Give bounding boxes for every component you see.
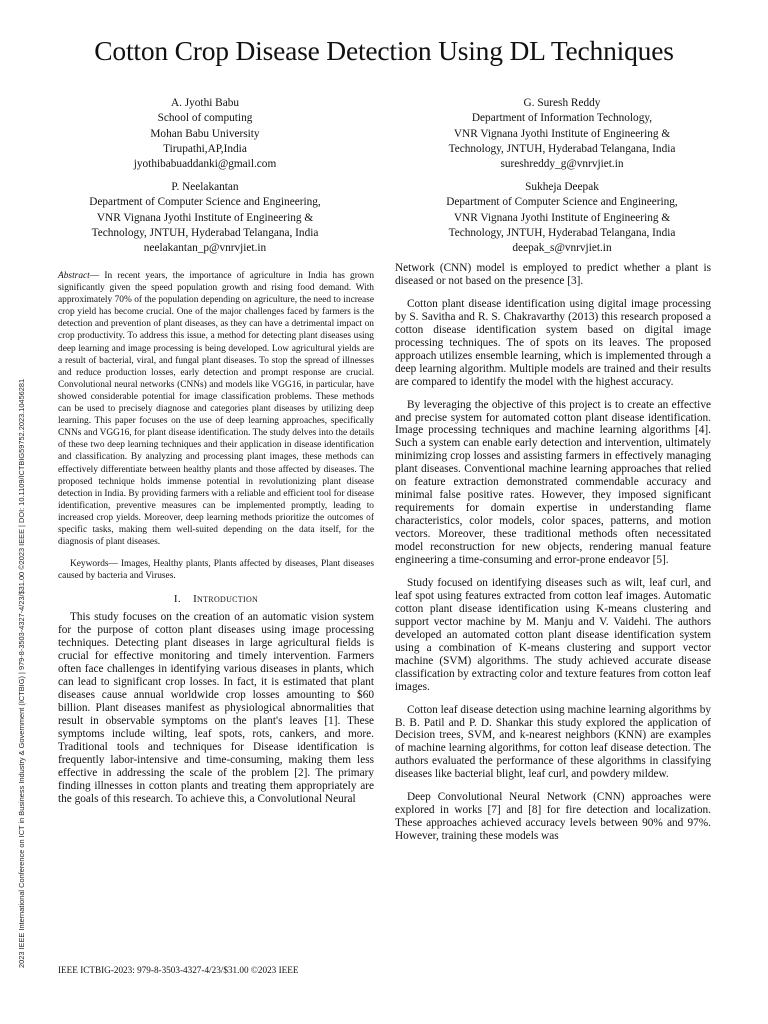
author-affiliation: Department of Information Technology, xyxy=(471,112,653,125)
author-block xyxy=(397,96,727,172)
author-name: G. Suresh Reddy xyxy=(523,97,601,109)
section-heading xyxy=(58,593,374,605)
author-affiliation: VNR Vignana Jyothi Institute of Engineering & xyxy=(453,127,671,140)
author-block xyxy=(40,180,370,256)
page-footer: IEEE ICTBIG-2023: 979-8-3503-4327-4/23/$31.00 ©2023 IEEE xyxy=(58,965,299,975)
body-paragraph: By leveraging the objective of this project is to create an effective and precise system for automated cotton plant disease identification. Image processing techniques and machine learning algorithms [4]. Such a system can enable early detection and intervention, ultimately minimizing crop losses and assisting farmers in effectively managing plant diseases. Conventional machine learning approaches that relied on feature extraction demonstrated commendable accuracy and minimal false positive rates. However, they imposed significant requirements for domain expertise in understanding flame characteristics, color models, color spaces, patterns, and motion vectors. Moreover, these traditional methods often necessitated model reconstruction for new objects, rendering manual feature engineering a time-consuming and error-prone endeavor [5]. xyxy=(395,398,711,567)
author-email: neelakantan_p@vnrvjiet.in xyxy=(143,242,267,255)
left-column xyxy=(58,270,374,816)
author-affiliation: Tirupathi,AP,India xyxy=(163,142,247,155)
abstract xyxy=(58,270,374,548)
keywords: Keywords— Images, Healthy plants, Plants affected by diseases, Plant diseases caused by bacteria and Viruses. xyxy=(58,559,374,582)
body-paragraph: Cotton leaf disease detection using machine learning algorithms by B. B. Patil and P. D. Shankar this study explored the application of Decision trees, SVM, and k-nearest neighbors (KNN) are examples of machine learning algorithms, for cotton leaf disease detection. The authors evaluated the performance of these algorithms in classifying diseases like bacterial blight, leaf curl, and powdery mildew. xyxy=(395,703,711,781)
body-paragraph: Network (CNN) model is employed to predict whether a plant is diseased or not based on the presence [3]. xyxy=(395,262,711,287)
author-affiliation: Technology, JNTUH, Hyderabad Telangana, India xyxy=(448,142,676,155)
author-affiliation: VNR Vignana Jyothi Institute of Engineering & xyxy=(96,211,314,224)
author-name: P. Neelakantan xyxy=(171,181,239,193)
right-column xyxy=(395,262,711,853)
author-affiliation: Department of Computer Science and Engineering, xyxy=(89,196,321,209)
abstract-dash: — xyxy=(89,271,105,281)
abstract-label: Abstract xyxy=(58,271,90,281)
body-paragraph: Study focused on identifying diseases such as wilt, leaf curl, and leaf spot using features extracted from cotton leaf images. Automatic cotton plant disease identification using K-means clustering and support vector machine by M. Manju and V. Vaidehi. The authors developed an automated cotton plant disease identification system using a combination of K-means clustering and support vector machine (SVM) algorithms. The study achieved accurate disease classification by extracting color and texture features from cotton leaf images. xyxy=(395,576,711,693)
body-paragraph: Cotton plant disease identification using digital image processing by S. Savitha and R. S. Chakravarthy (2013) this research proposed a cotton disease identification system based on digital image processing techniques. The of spots on its leaves. The proposed approach utilizes ensemble learning, which is implemented through a deep learning algorithm. Multiple models are trained and their results are compared to identify the model with the highest accuracy. xyxy=(395,297,711,388)
author-block xyxy=(397,180,727,256)
section-title: Introduction xyxy=(193,593,259,606)
author-block xyxy=(40,96,370,172)
author-email: deepak_s@vnrvjiet.in xyxy=(512,242,612,255)
body-paragraph: This study focuses on the creation of an automatic vision system for the purpose of cotton plant diseases using image processing techniques. Detecting plant diseases in large agricultural fields is crucial for effective monitoring and timely intervention. Farmers often face challenges in identifying various diseases in plants, which can lead to significant crop losses. In fact, it is estimated that plant diseases cause annual worldwide crop losses amounting to $60 billion. Plant diseases manifest as physiological abnormalities that result in observable symptoms on the plant's leaves [1]. These symptoms include wilting, leaf spots, rots, cankers, and more. Traditional tools and techniques for Disease identification is frequently labor-intensive and time-consuming, making them less effective in addressing the scale of the problem [2]. The primary finding illnesses in cotton plants and treating them appropriately are the goals of this research. To achieve this, a Convolutional Neural xyxy=(58,611,374,805)
author-email: sureshreddy_g@vnrvjiet.in xyxy=(500,158,624,171)
conference-margin-note: 2023 IEEE International Conference on ICT in Business Industry & Government (ICTBIG) | 979-8-3503-4327-4/23/$31.00 ©2023 IEEE | DOI: 10.1109/ICTBIG59752.2023.10456281 xyxy=(17,378,26,968)
author-affiliation: Technology, JNTUH, Hyderabad Telangana, India xyxy=(91,226,319,239)
author-affiliation: Mohan Babu University xyxy=(150,127,260,140)
author-name: A. Jyothi Babu xyxy=(170,97,240,109)
author-affiliation: School of computing xyxy=(157,112,253,125)
author-affiliation: Department of Computer Science and Engineering, xyxy=(446,196,678,209)
author-affiliation: Technology, JNTUH, Hyderabad Telangana, India xyxy=(448,226,676,239)
section-number: I. xyxy=(173,593,181,606)
author-name: Sukheja Deepak xyxy=(525,181,599,193)
author-email: jyothibabuaddanki@gmail.com xyxy=(133,158,277,171)
author-affiliation: VNR Vignana Jyothi Institute of Engineering & xyxy=(453,211,671,224)
abstract-text: In recent years, the importance of agriculture in India has grown significantly given the speed population growth and rising food demand. With approximately 70% of the population depending on agriculture, the need to increase crop yield has become crucial. One of the major challenges faced by farmers is the detection and prevention of plant diseases, as they can have a detrimental impact on crop productivity. To address this issue, a method for detecting plant diseases using deep learning and image processing is being developed. Low agricultural yields are a result of bacterial, viral, and fungal plant diseases. To stop the spread of illnesses and reduce production losses, early detection and prompt response are crucial. Convolutional neural networks (CNNs) and models like VGG16, in particular, have showed considerable potential for image classification problems. These methods can be used to precisely diagnose and categories plant diseases by utilizing deep learning. This paper focuses on the use of deep learning approaches, specifically CNNs and VGG16, for plant disease identification. The study delves into the details of these two deep learning techniques and their application in disease identification and classification. By analyzing and processing plant images, these methods can effectively differentiate between healthy plants and those affected by diseases. The proposed technique holds immense potential in revolutionizing plant disease detection in India. By providing farmers with a reliable and efficient tool for disease identification, preventive measures can be implemented promptly, leading to increased crop yields. Moreover, deep learning methods prioritize the outcomes of specific tasks, making them well-suited depending on the data itself, for the diagnosis of plant diseases. xyxy=(58,271,375,548)
body-paragraph: Deep Convolutional Neural Network (CNN) approaches were explored in works [7] and [8] for fire detection and localization. These approaches achieved accuracy levels between 90% and 97%. However, training these models was xyxy=(395,791,711,843)
paper-title: Cotton Crop Disease Detection Using DL Techniques xyxy=(94,35,674,66)
